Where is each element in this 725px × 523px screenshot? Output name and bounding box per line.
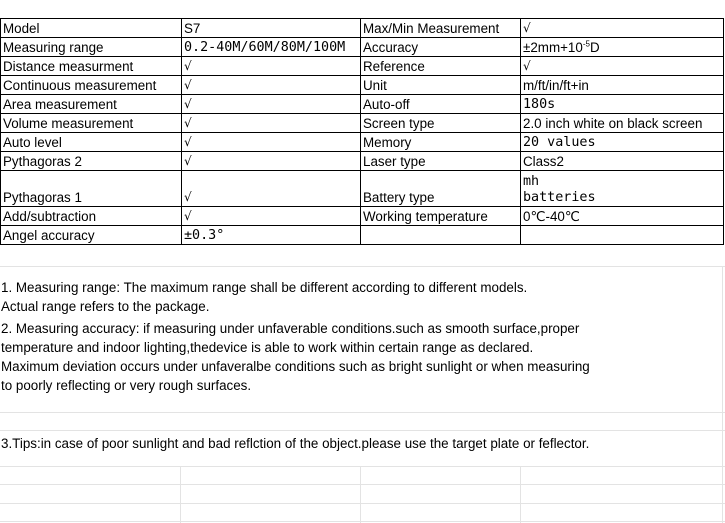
- grid-line: [0, 430, 725, 431]
- grid-line: [0, 266, 725, 267]
- grid-line: [0, 484, 725, 485]
- grid-line: [360, 466, 361, 523]
- battery-line-2: batteries: [523, 190, 596, 205]
- spec-value: [182, 207, 361, 226]
- spec-label: Screen type: [361, 114, 521, 133]
- spec-value: [521, 171, 724, 207]
- spec-label: Measuring range: [1, 38, 182, 57]
- spec-label: Pythagoras 2: [1, 152, 182, 171]
- spec-value: [182, 76, 361, 95]
- spec-label: Working temperature: [361, 207, 521, 226]
- grid-line: [722, 266, 723, 523]
- spec-label: Continuous measurement: [1, 76, 182, 95]
- check-mark: √: [184, 154, 192, 168]
- check-mark: √: [523, 59, 531, 73]
- note-1-line-2: Actual range refers to the package.: [1, 299, 210, 314]
- grid-line: [180, 466, 181, 523]
- spec-value: 0℃-40℃: [521, 207, 724, 226]
- table-row: [1, 19, 724, 38]
- spec-value: [521, 57, 724, 76]
- table-row: [1, 57, 724, 76]
- check-mark: √: [184, 190, 192, 204]
- spec-label: Auto level: [1, 133, 182, 152]
- note-2-line-4: to poorly reflecting or very rough surfaces.: [1, 378, 252, 393]
- spec-value: 2.0 inch white on black screen: [521, 114, 724, 133]
- spec-label: Laser type: [361, 152, 521, 171]
- spec-value: Class2: [521, 152, 724, 171]
- check-mark: √: [184, 59, 192, 73]
- spec-label: Reference: [361, 57, 521, 76]
- note-3: 3.Tips:in case of poor sunlight and bad reflction of the object.please use the target plate or feflector.: [1, 436, 590, 451]
- spec-label: Pythagoras 1: [1, 171, 182, 207]
- grid-line: [0, 466, 725, 467]
- spec-label: Battery type: [361, 171, 521, 207]
- spec-value: 180s: [521, 95, 724, 114]
- table-row: [1, 226, 724, 245]
- spec-label: Memory: [361, 133, 521, 152]
- table-row: [1, 114, 724, 133]
- grid-line: [520, 466, 521, 523]
- grid-line: [0, 521, 725, 522]
- specification-table: [0, 18, 724, 245]
- table-row: [1, 171, 724, 207]
- check-mark: √: [184, 78, 192, 92]
- spec-value: [182, 95, 361, 114]
- spec-value: ±0.3°: [182, 226, 361, 245]
- spec-label: [361, 226, 521, 245]
- note-2-line-3: Maximum deviation occurs under unfaveralbe conditions such as bright sunlight or when measuring: [1, 359, 590, 374]
- spec-value: [521, 226, 724, 245]
- spec-value: [182, 114, 361, 133]
- table-row: [1, 133, 724, 152]
- check-mark: √: [523, 21, 531, 35]
- battery-line-1: mh: [523, 174, 540, 189]
- note-2-line-1: 2. Measuring accuracy: if measuring under unfaverable conditions.such as smooth surface,proper: [1, 321, 580, 336]
- spec-value: [182, 171, 361, 207]
- accuracy-value: ±2mm+10: [523, 40, 583, 55]
- spec-value: [182, 133, 361, 152]
- table-row: [1, 152, 724, 171]
- spec-label: Auto-off: [361, 95, 521, 114]
- accuracy-unit: D: [589, 40, 600, 55]
- spec-value: S7: [182, 19, 361, 38]
- spec-label: Accuracy: [361, 38, 521, 57]
- spec-label: Volume measurement: [1, 114, 182, 133]
- spec-label: Model: [1, 19, 182, 38]
- spec-value: 20 values: [521, 133, 724, 152]
- table-row: [1, 95, 724, 114]
- spec-label: Area measurement: [1, 95, 182, 114]
- spec-label: Add/subtraction: [1, 207, 182, 226]
- note-1-line-1: 1. Measuring range: The maximum range shall be different according to different models.: [1, 280, 528, 295]
- spec-value: m/ft/in/ft+in: [521, 76, 724, 95]
- spec-value: 0.2-40M/60M/80M/100M: [182, 38, 361, 57]
- grid-line: [0, 503, 725, 504]
- check-mark: √: [184, 97, 192, 111]
- table-row: [1, 76, 724, 95]
- check-mark: √: [184, 135, 192, 149]
- check-mark: √: [184, 116, 192, 130]
- spec-label: Angel accuracy: [1, 226, 182, 245]
- spec-value: [521, 19, 724, 38]
- check-mark: √: [184, 209, 192, 223]
- table-row: [1, 38, 724, 57]
- table-row: [1, 207, 724, 226]
- grid-line: [0, 412, 725, 413]
- spec-value: [182, 152, 361, 171]
- spec-value: [182, 57, 361, 76]
- note-2-line-2: temperature and indoor lighting,thedevice is able to work within certain range as declared.: [1, 340, 534, 355]
- spec-label: Max/Min Measurement: [361, 19, 521, 38]
- spec-label: Distance measurment: [1, 57, 182, 76]
- spec-label: Unit: [361, 76, 521, 95]
- spec-value: [521, 38, 724, 57]
- accuracy-exponent: -5: [582, 39, 590, 49]
